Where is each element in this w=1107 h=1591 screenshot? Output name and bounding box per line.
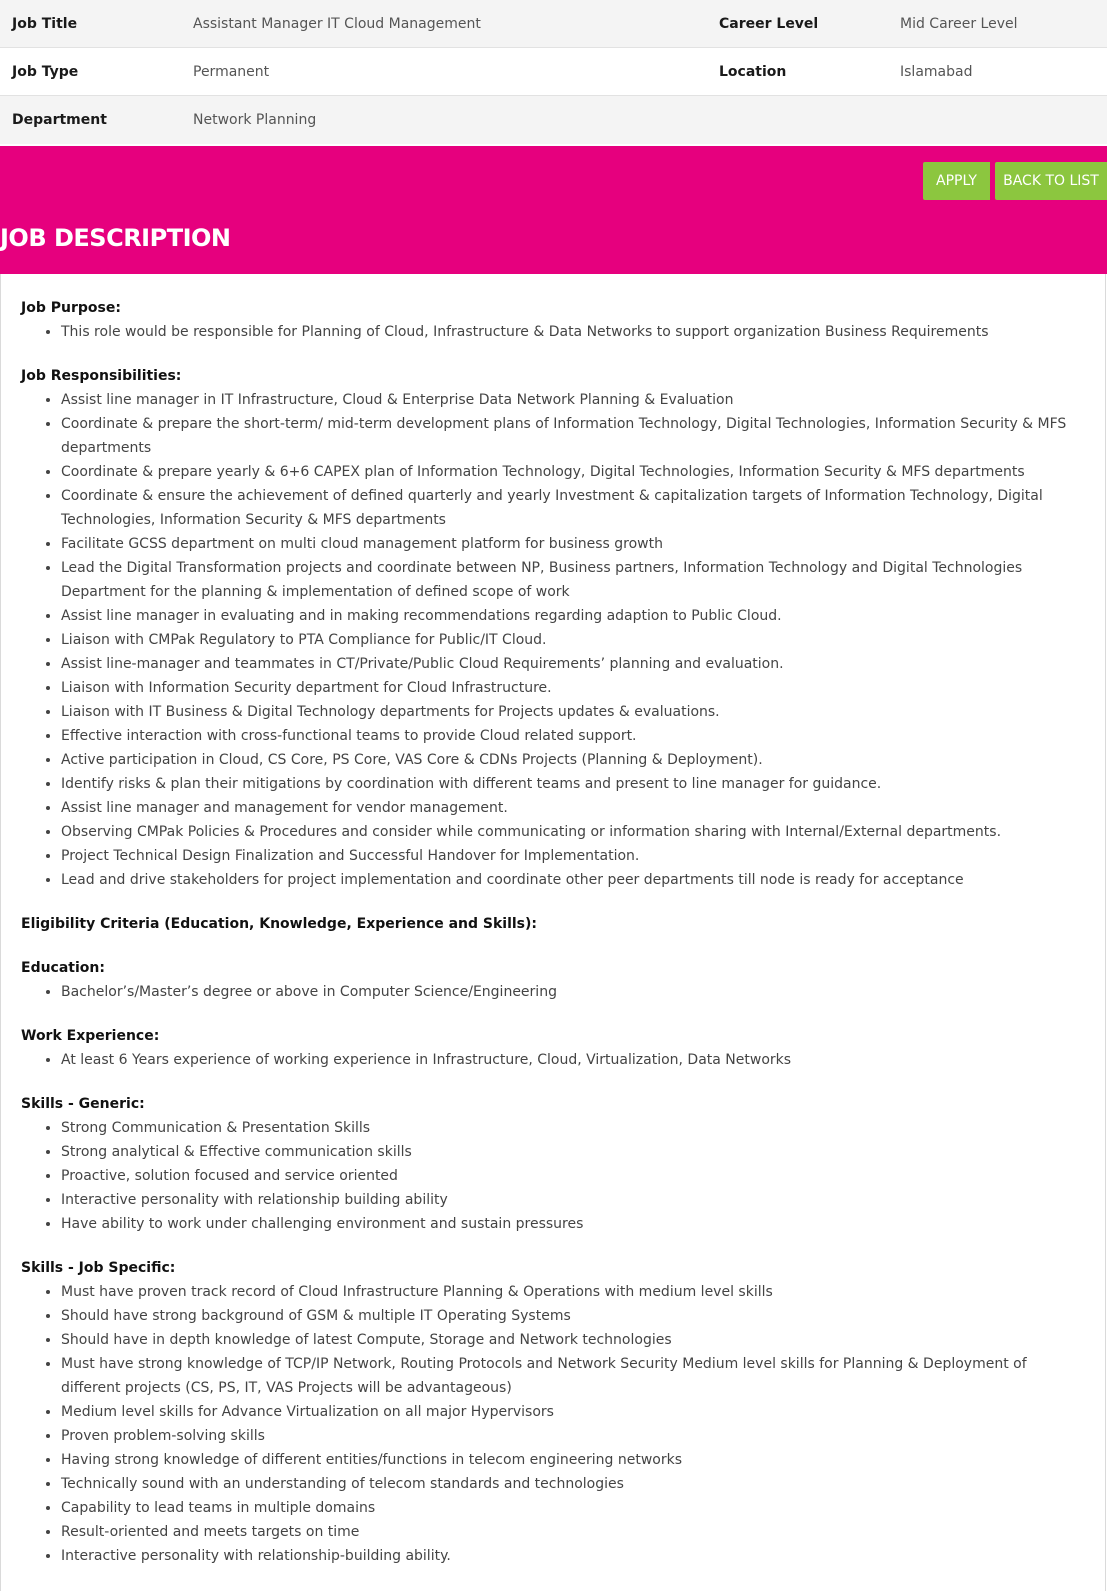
list-item: • Facilitate GCSS department on multi cloud management platform for business growth (61, 532, 1085, 556)
summary-row-department (0, 96, 1107, 144)
list-item: • Should have strong background of GSM & multiple IT Operating Systems (61, 1304, 1085, 1328)
job-title-value: Assistant Manager IT Cloud Management (193, 15, 481, 32)
job-description-content (0, 274, 1106, 1591)
list-item: • Medium level skills for Advance Virtualization on all major Hypervisors (61, 1400, 1085, 1424)
list-item: • Capability to lead teams in multiple domains (61, 1496, 1085, 1520)
list-item: • Assist line manager and management for vendor management. (61, 796, 1085, 820)
purpose-heading: Job Purpose: (21, 300, 121, 316)
summary-row-title (0, 0, 1107, 48)
job-type-label: Job Type (12, 63, 79, 80)
list-item: • Lead the Digital Transformation projects and coordinate between NP, Business partners, Information Technology and Digital Technologies Department for the planning & implementation of defined scope of work (61, 556, 1085, 604)
list-item: • Effective interaction with cross-functional teams to provide Cloud related support. (61, 724, 1085, 748)
list-item: • Technically sound with an understanding of telecom standards and technologies (61, 1472, 1085, 1496)
career-level-value: Mid Career Level (900, 15, 1018, 32)
department-label: Department (12, 112, 107, 128)
responsibilities-list (21, 388, 1085, 892)
location-value: Islamabad (900, 63, 973, 80)
list-item: • Lead and drive stakeholders for project implementation and coordinate other peer departments till node is ready for acceptance (61, 868, 1085, 892)
list-item: • Coordinate & prepare the short-term/ mid-term development plans of Information Technology, Digital Technologies, Information Security & MFS departments (61, 412, 1085, 460)
department-value: Network Planning (193, 112, 317, 128)
list-item: • Strong Communication & Presentation Skills (61, 1116, 1085, 1140)
list-item: • Active participation in Cloud, CS Core, PS Core, VAS Core & CDNs Projects (Planning & Deployment). (61, 748, 1085, 772)
job-summary-table (0, 0, 1107, 144)
list-item: • Coordinate & ensure the achievement of defined quarterly and yearly Investment & capitalization targets of Information Technology, Digital Technologies, Information Security & MFS departments (61, 484, 1085, 532)
list-item: • Having strong knowledge of different entities/functions in telecom engineering networks (61, 1448, 1085, 1472)
list-item: • Liaison with IT Business & Digital Technology departments for Projects updates & evaluations. (61, 700, 1085, 724)
list-item: • Liaison with CMPak Regulatory to PTA Compliance for Public/IT Cloud. (61, 628, 1085, 652)
job-description-banner (0, 146, 1107, 274)
list-item: • At least 6 Years experience of working experience in Infrastructure, Cloud, Virtualization, Data Networks (61, 1048, 1085, 1072)
location-label: Location (719, 63, 787, 80)
eligibility-heading: Eligibility Criteria (Education, Knowledge, Experience and Skills): (21, 916, 538, 932)
purpose-list (21, 320, 1085, 344)
apply-button[interactable]: APPLY (923, 162, 990, 200)
skills-generic-list (21, 1116, 1085, 1236)
list-item: • Strong analytical & Effective communication skills (61, 1140, 1085, 1164)
job-title-label: Job Title (12, 15, 78, 32)
list-item: • Must have strong knowledge of TCP/IP Network, Routing Protocols and Network Security Medium level skills for Planning & Deployment of different projects (CS, PS, IT, VAS Projects will be advantageous) (61, 1352, 1085, 1400)
skills-specific-list (21, 1280, 1085, 1568)
list-item: • Assist line-manager and teammates in CT/Private/Public Cloud Requirements’ planning and evaluation. (61, 652, 1085, 676)
list-item: • Should have in depth knowledge of latest Compute, Storage and Network technologies (61, 1328, 1085, 1352)
action-buttons (923, 162, 1107, 200)
skills-specific-heading: Skills - Job Specific: (21, 1260, 176, 1276)
page-title: JOB DESCRIPTION (0, 224, 231, 252)
responsibilities-heading: Job Responsibilities: (21, 368, 182, 384)
education-heading: Education: (21, 960, 105, 976)
list-item: • Result-oriented and meets targets on time (61, 1520, 1085, 1544)
skills-generic-heading: Skills - Generic: (21, 1096, 145, 1112)
summary-row-type (0, 48, 1107, 96)
education-list (21, 980, 1085, 1004)
list-item: • Interactive personality with relationship-building ability. (61, 1544, 1085, 1568)
list-item: • Assist line manager in evaluating and in making recommendations regarding adaption to Public Cloud. (61, 604, 1085, 628)
list-item: • Liaison with Information Security department for Cloud Infrastructure. (61, 676, 1085, 700)
list-item: • Proactive, solution focused and service oriented (61, 1164, 1085, 1188)
list-item: • Project Technical Design Finalization and Successful Handover for Implementation. (61, 844, 1085, 868)
career-level-label: Career Level (719, 15, 819, 32)
experience-heading: Work Experience: (21, 1028, 160, 1044)
list-item: • Identify risks & plan their mitigations by coordination with different teams and present to line manager for guidance. (61, 772, 1085, 796)
list-item: • Observing CMPak Policies & Procedures and consider while communicating or information sharing with Internal/External departments. (61, 820, 1085, 844)
list-item: • Interactive personality with relationship building ability (61, 1188, 1085, 1212)
list-item: • Must have proven track record of Cloud Infrastructure Planning & Operations with medium level skills (61, 1280, 1085, 1304)
list-item: • Have ability to work under challenging environment and sustain pressures (61, 1212, 1085, 1236)
experience-list (21, 1048, 1085, 1072)
list-item: • Proven problem-solving skills (61, 1424, 1085, 1448)
list-item: • This role would be responsible for Planning of Cloud, Infrastructure & Data Networks to support organization Business Requirements (61, 320, 1085, 344)
list-item: • Coordinate & prepare yearly & 6+6 CAPEX plan of Information Technology, Digital Technologies, Information Security & MFS departments (61, 460, 1085, 484)
list-item: • Bachelor’s/Master’s degree or above in Computer Science/Engineering (61, 980, 1085, 1004)
job-type-value: Permanent (193, 63, 270, 80)
list-item: • Assist line manager in IT Infrastructure, Cloud & Enterprise Data Network Planning & Evaluation (61, 388, 1085, 412)
back-to-list-button[interactable]: BACK TO LIST (995, 162, 1107, 200)
